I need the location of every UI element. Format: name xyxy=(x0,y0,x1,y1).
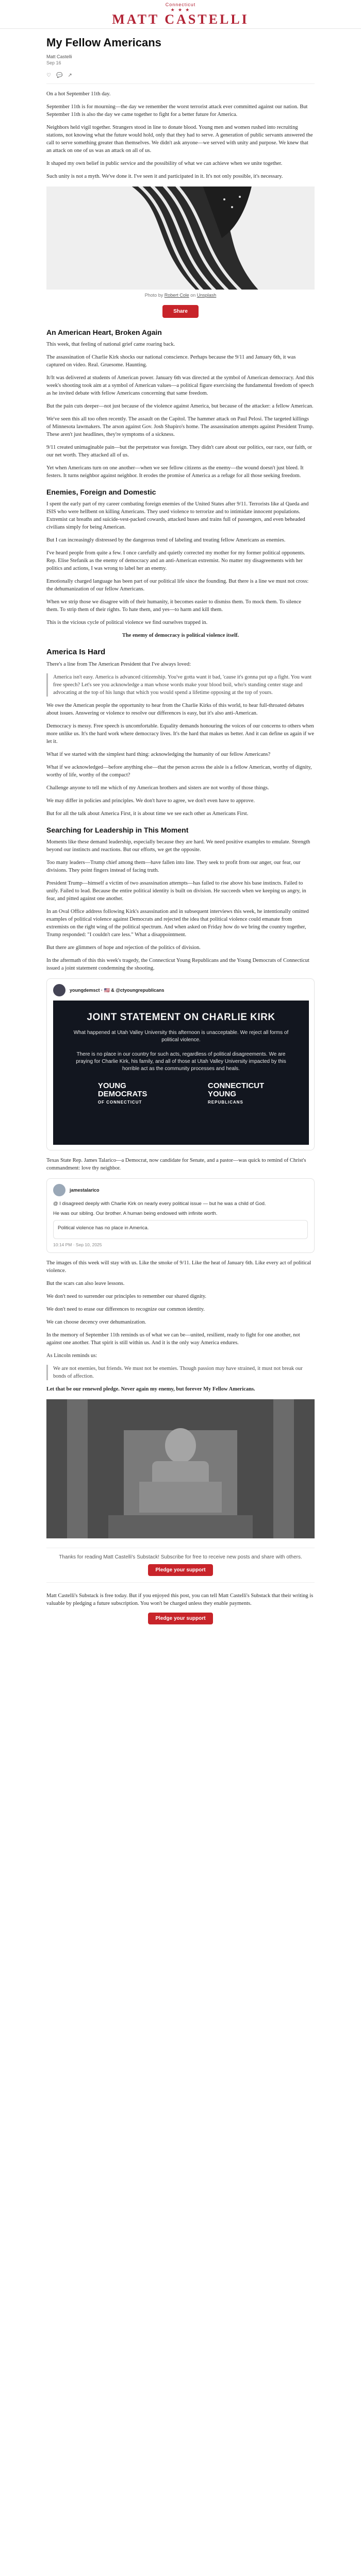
young-republicans-logo: CONNECTICUT YOUNG REPUBLICANS xyxy=(208,1081,265,1105)
post-text: @ I disagreed deeply with Charlie Kirk on nearly every political issue — but he was a child of God. xyxy=(53,1201,266,1207)
young-democrats-logo: YOUNG DEMOCRATS OF CONNECTICUT xyxy=(97,1081,147,1105)
paragraph: In the aftermath of this this week's tragedy, the Connecticut Young Republicans and the Young Democrats of Connecticut issued a joint statement condemning the shooting. xyxy=(46,958,309,971)
paragraph: Texas State Rep. James Talarico—a Democrat, now candidate for Senate, and a pastor—was quick to remind of Christ's commandment: love thy neighbor. xyxy=(46,1158,306,1171)
callout: The enemy of democracy is political violence itself. xyxy=(122,633,239,638)
comment-icon[interactable]: 💬 xyxy=(56,73,63,78)
paragraph: We can choose decency over dehumanization. xyxy=(46,1319,146,1325)
photo-site-link[interactable]: Unsplash xyxy=(196,293,217,298)
footer-paragraph: Matt Castelli's Substack is free today. But if you enjoyed this post, you can tell Matt Castelli's Substack that their writing is valuable by pledging a future subscription. You won't be charged unless they enable payments. xyxy=(46,1593,314,1606)
paragraph: Neighbors held vigil together. Strangers stood in line to donate blood. Young men and women rushed into recruiting stations, not knowing what the future would hold, only that they had to serve. A generation of public servants answered the call to serve something greater than themselves. We didn't ask anyone—we served with unity and purpose. We knew that an attack on one of us was an attack on all of us. xyxy=(46,125,313,154)
paragraph: Yet when Americans turn on one another—when we see fellow citizens as the enemy—the wound doesn't just bleed. It festers. It turns neighbor against neighbor. It erodes the promise of America as a refuge for all those seeking freedom. xyxy=(46,465,304,479)
article-title: My Fellow Americans xyxy=(46,36,161,49)
lincoln-memorial-photo[interactable] xyxy=(46,1399,315,1538)
brand-stars: ★ ★ ★ xyxy=(170,7,191,12)
article xyxy=(46,29,315,1624)
paragraph: In an Oval Office address following Kirk's assassination and in subsequent interviews this week, he intentionally omitted examples of political violence against Democrats and rejected the idea that political violence could emanate from extremists on the right wing of the political spectrum. And when asked on Friday how do we bring the country together, Trump responded: "I couldn't care less." What a disappointment. xyxy=(46,909,309,938)
paragraph: On a hot September 11th day. xyxy=(46,91,111,97)
subscribe-button[interactable]: Pledge your support xyxy=(148,1564,212,1576)
flag-photo-container xyxy=(46,187,315,290)
paragraph: Emotionally charged language has been part of our political life since the founding. But there is a line we must not cross: the dehumanization of our fellow Americans. xyxy=(46,579,309,592)
statement-logos xyxy=(68,1082,294,1107)
paragraph: What if we started with the simplest hard thing: acknowledging the humanity of our fellow Americans? xyxy=(46,752,271,757)
section-heading: Enemies, Foreign and Domestic xyxy=(46,488,156,496)
post-text: He was our sibling. Our brother. A human being endowed with infinite worth. xyxy=(53,1211,218,1216)
paragraph: It shaped my own belief in public service and the possibility of what we can achieve when we unite together. xyxy=(46,161,283,166)
paragraph: It/It was delivered at students of American power. January 6th was directed at the symbol of American democracy. And this week's shooting took aim at a symbol of American values—a political figure exercising the fundamental freedom of speech as he invited debate with fellow Americans concerning that same freedom. xyxy=(46,375,314,396)
publish-date: Sep 16 xyxy=(46,60,61,65)
paragraph: I spent the early part of my career combating foreign enemies of the United States after 9/11. Terrorists like al Qaeda and ISIS who were hellbent on killing Americans. They used violence to terrorize and to intimidate innocent populations. Extremist cat breaths and suicide-vest-packed cowards, attacked buses and trains full of passengers, and even beheaded civilians simply for being American. xyxy=(46,501,309,530)
paragraph: We may differ in policies and principles. We don't have to agree, we don't even have to approve. xyxy=(46,798,255,804)
section-heading: An American Heart, Broken Again xyxy=(46,328,162,336)
photo-author-link[interactable]: Robert Cole xyxy=(164,293,189,298)
brand-tagline: Connecticut xyxy=(165,2,196,7)
paragraph: When we strip those we disagree with of their humanity, it becomes easier to dismiss them. To mock them. To silence them. To strip them of their rights. To hate them, and yes—to harm and kill them. xyxy=(46,599,302,613)
post-username[interactable]: jamestalarico xyxy=(70,1188,100,1193)
paragraph: We've seen this all too often recently. The assault on the Capitol. The hammer attack on Paul Pelosi. The targeted killings of Minnesota lawmakers. The arson against Gov. Josh Shapiro's home. The assassination attempts against President Trump. These aren't just headlines, they're symptoms of a sickness. xyxy=(46,416,314,437)
subscribe-text: Thanks for reading Matt Castelli's Substack! Subscribe for free to receive new posts and share with others. xyxy=(59,1554,302,1560)
like-icon[interactable]: ♡ xyxy=(46,73,51,78)
movie-quote: America isn't easy. America is advanced citizenship. You've gotta want it bad, 'cause it's gonna put up a fight. You want free speech? Let's see you acknowledge a man whose words make your blood boil, who's standing center stage and advocating at the top of his lungs that which you would spend a lifetime opposing at the top of yours. xyxy=(46,673,315,697)
subscribe-widget xyxy=(46,1548,315,1583)
avatar xyxy=(53,1184,65,1196)
post-timestamp: 10:14 PM · Sep 10, 2025 xyxy=(53,1242,102,1247)
photo-caption: Photo by Robert Cole on Unsplash xyxy=(144,293,217,298)
paragraph: The images of this week will stay with us. Like the smoke of 9/11. Like the heat of January 6th. Like every act of political violence. xyxy=(46,1260,311,1274)
paragraph: We owe the American people the opportunity to hear from the Charlie Kirks of this world, to hear full-throated debates about issues. Answering or violence to resolve our differences is easy, but it's also anti-American. xyxy=(46,703,304,716)
paragraph: We don't need to erase our differences to recognize our common identity. xyxy=(46,1307,205,1312)
author-name[interactable]: Matt Castelli xyxy=(46,54,72,59)
paragraph: I've heard people from quite a few. I once carefully and quietly corrected my mother for my former political opponents. Rep. Elise Stefanik as the enemy of democracy and an anti-American extremist. No matter my disagreements with her politics and actions, I was wrong to label her an enemy. xyxy=(46,550,305,571)
section-heading: Searching for Leadership in This Moment xyxy=(46,826,189,834)
closing-paragraph: Let that be our renewed pledge. Never again my enemy, but forever My Fellow Americans. xyxy=(46,1386,255,1392)
share-button[interactable]: Share xyxy=(162,305,199,318)
site-header xyxy=(0,0,361,29)
paragraph: But for all the talk about America First, it is about time we see each other as Americans First. xyxy=(46,811,249,817)
paragraph: As Lincoln reminds us: xyxy=(46,1353,97,1359)
paragraph: This week, that feeling of national grief came roaring back. xyxy=(46,342,175,347)
flag-image-svg xyxy=(46,187,315,290)
paragraph: Moments like these demand leadership, especially because they are hard. We need positive examples to emulate. Strength beyond our instincts and reactions. But our efforts, we get the opposite. xyxy=(46,839,310,853)
paragraph: Such unity is not a myth. We've done it. I've seen it and participated in it. It's not only possible, it's necessary. xyxy=(46,174,283,179)
post-username[interactable]: youngdemsct · 🇺🇸 & @ctyoungrepublicans xyxy=(70,987,165,993)
paragraph: Challenge anyone to tell me which of my American brothers and sisters are not worthy of those things. xyxy=(46,785,269,791)
paragraph: September 11th is for mourning—the day we remember the worst terrorist attack ever committed against our nation. But September 11th is also the day we came together to fight for a better future for America. xyxy=(46,104,308,117)
paragraph: 9/11 created unimaginable pain—but the perpetrator was foreign. They didn't care about our politics, our race, our faith, or our net worth. They attacked all of us. xyxy=(46,445,313,458)
paragraph: But the scars can also leave lessons. xyxy=(46,1281,125,1286)
joint-statement-image xyxy=(53,1001,309,1145)
flag-photo[interactable] xyxy=(46,187,315,290)
lincoln-image-svg xyxy=(46,1399,315,1538)
share-icon[interactable]: ↗ xyxy=(68,73,72,78)
paragraph: Too many leaders—Trump chief among them—have fallen into line. They seek to profit from our anger, our fear, our divisions. They point fingers instead of facing truth. xyxy=(46,860,301,873)
paragraph: This is the vicious cycle of political violence we find ourselves trapped in. xyxy=(46,620,208,625)
paragraph: But I can increasingly distressed by the dangerous trend of labeling and treating fellow Americans as enemies. xyxy=(46,537,286,543)
avatar xyxy=(53,984,65,996)
section-heading: America Is Hard xyxy=(46,648,106,656)
quoted-post xyxy=(53,1220,308,1239)
paragraph: But the pain cuts deeper—not just because of the violence against America, but because of the attacker: a fellow American. xyxy=(46,403,314,409)
lincoln-quote: We are not enemies, but friends. We must not be enemies. Though passion may have strained, it must not break our bonds of affection. xyxy=(46,1365,315,1380)
paragraph: What if we acknowledged—before anything else—that the person across the aisle is a fellow American, worthy of dignity, worthy of life, worthy of the compact? xyxy=(46,765,312,778)
paragraph: But there are glimmers of hope and rejection of the politics of division. xyxy=(46,945,201,951)
post-actions xyxy=(46,71,315,84)
site-logo[interactable]: MATT CASTELLI xyxy=(112,12,249,27)
paragraph: Democracy is messy. Free speech is uncomfortable. Equality demands honouring the voices of our concerns to others when more unlike us. It's the hard work where democracy lives. It's the hard that makes us better. And it can define us again if we let it. xyxy=(46,723,315,744)
statement-body: What happened at Utah Valley University this afternoon is unacceptable. We reject all forms of political violence. There is no place in our country for such acts, regardless of political disagreements. We are praying for Charlie Kirk, his family, and all of those at Utah Valley University impacted by this horrible act as the community processes and heals. xyxy=(73,1030,289,1072)
pledge-button[interactable]: Pledge your support xyxy=(148,1613,212,1624)
embedded-post-joint-statement[interactable] xyxy=(46,978,315,1150)
paragraph: We don't need to surrender our principles to remember our shared dignity. xyxy=(46,1294,207,1299)
post-text: Political violence has no place in America. xyxy=(58,1225,149,1231)
paragraph: In the memory of September 11th reminds us of what we can be—united, resilient, ready to fight for one another, not against one another. That spirit is still within us. And it is the only way America endures. xyxy=(46,1332,300,1346)
paragraph: The assassination of Charlie Kirk shocks our national conscience. Perhaps because the 9/11 and January 6th, it was captured on video. Real. Gruesome. Haunting. xyxy=(46,354,296,368)
statement-title: JOINT STATEMENT ON CHARLIE KIRK xyxy=(87,1012,275,1023)
paragraph: President Trump—himself a victim of two assassination attempts—has failed to rise above his base instincts. Failed to unify. Failed to lead. Because the entire political identity is built on division. He succeeds when we keeping us angry, in fear, and pitted against one another. xyxy=(46,880,306,902)
embedded-post-talarico[interactable] xyxy=(46,1178,315,1253)
paragraph: There's a line from The American President that I've always loved: xyxy=(46,662,191,667)
